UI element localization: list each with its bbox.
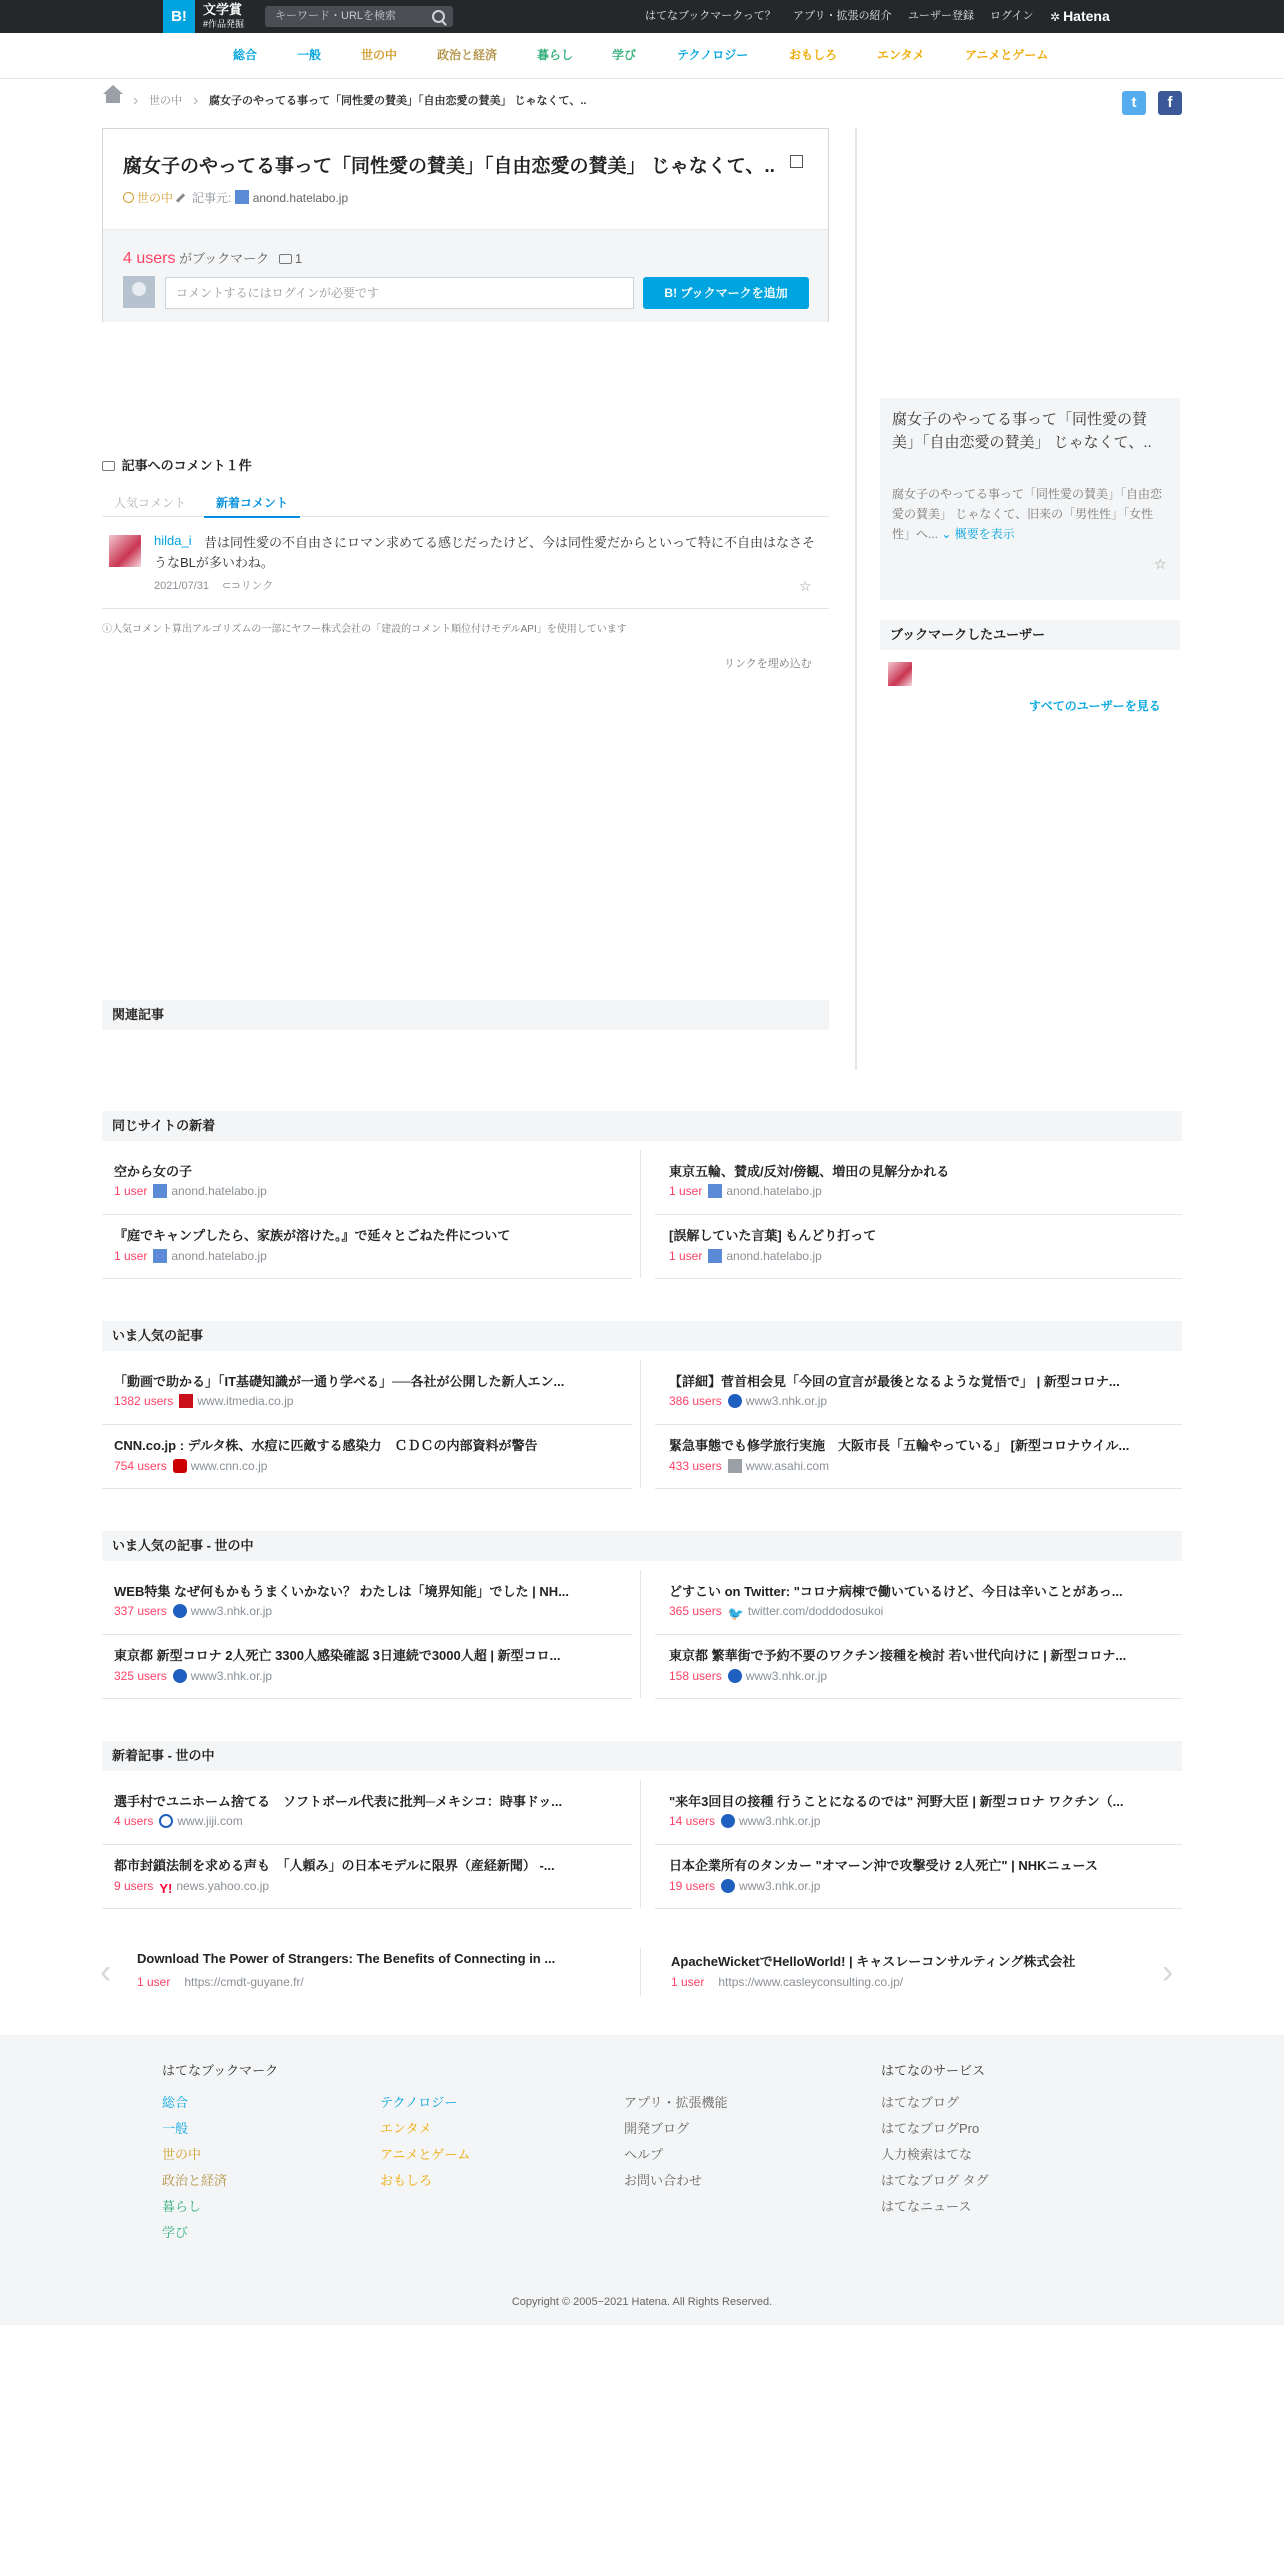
carousel-meta [137, 1975, 304, 1989]
chevron-down-icon: ⌄ [941, 527, 952, 541]
article-title[interactable]: WEB特集 なぜ何もかもうまくいかない？ わたしは「境界知能」でした | NH... [114, 1584, 570, 1599]
nhk-favicon-icon [721, 1879, 735, 1893]
article-domain[interactable]: www3.nhk.or.jp [745, 1394, 828, 1408]
tab-new-comments[interactable]: 新着コメント [204, 490, 300, 518]
article-domain[interactable]: www3.nhk.or.jp [190, 1604, 273, 1618]
section-heading: いま人気の記事 [102, 1321, 1182, 1351]
twitter-share-icon[interactable]: t [1122, 91, 1146, 115]
carousel-next-icon[interactable]: › [1162, 1953, 1174, 1991]
divider [102, 1424, 632, 1425]
grid-divider [640, 1360, 641, 1488]
article-domain[interactable]: www3.nhk.or.jp [739, 1814, 821, 1828]
footer-heading-bookmark: はてなブックマーク [162, 2063, 279, 2078]
cat-general[interactable]: 一般 [297, 48, 322, 62]
carousel-title[interactable]: ApacheWicketでHelloWorld! | キャスレーコンサルティング株式会社 [671, 1954, 1076, 1969]
article-meta [114, 1879, 269, 1895]
asahi-favicon-icon [728, 1459, 742, 1473]
section-heading: 同じサイトの新着 [102, 1111, 1182, 1141]
article-meta [114, 1394, 293, 1408]
grid-divider [640, 1150, 641, 1278]
article-users[interactable]: 433 users [669, 1459, 722, 1473]
search-placeholder: キーワード・URLを検索 [275, 10, 397, 22]
summary-title: 腐女子のやってる事って「同性愛の賛美」「自由恋愛の賛美」 じゃなくて、.. [892, 411, 1152, 451]
article-title[interactable]: 【詳細】菅首相会見「今回の宣言が最後となるような覚悟で」 | 新型コロナ... [669, 1374, 1120, 1389]
article-users[interactable]: 386 users [669, 1394, 722, 1408]
article-users[interactable]: 754 users [114, 1459, 167, 1473]
article-domain[interactable]: anond.hatelabo.jp [171, 1249, 267, 1263]
facebook-share-icon[interactable]: f [1158, 91, 1182, 115]
home-icon[interactable] [106, 93, 120, 103]
grid-divider [640, 1570, 641, 1698]
article-meta [669, 1184, 822, 1198]
cat-social[interactable]: 世の中 [361, 48, 398, 62]
summary-card [880, 398, 1180, 600]
footer-link[interactable]: はてなブログ [881, 2095, 960, 2110]
jiji-favicon-icon [159, 1814, 173, 1828]
article-domain[interactable]: www3.nhk.or.jp [739, 1879, 821, 1893]
nhk-favicon-icon [173, 1669, 187, 1683]
footer-link[interactable]: 開発ブログ [624, 2121, 690, 2136]
copyright: Copyright © 2005−2021 Hatena. All Rights Reserved. [511, 2296, 773, 2308]
cat-knowledge[interactable]: 学び [612, 48, 637, 62]
footer-link[interactable]: ヘルプ [624, 2147, 664, 2162]
article-meta [669, 1669, 827, 1683]
article-title[interactable]: 選手村でユニホーム捨てる ソフトボール代表に批判─メキシコ：時事ドッ... [114, 1794, 563, 1809]
footer-link[interactable]: アニメとゲーム [380, 2147, 471, 2162]
edit-pencil-icon[interactable] [176, 193, 185, 202]
hatena-gear-icon: ✲ [1050, 10, 1061, 24]
article-meta [114, 1814, 243, 1828]
article-users[interactable]: 325 users [114, 1669, 167, 1683]
article-meta [114, 1604, 272, 1618]
hatena-bookmark-logo[interactable]: B! [163, 0, 195, 33]
site-favicon-icon [153, 1184, 167, 1198]
column-divider [855, 128, 857, 1070]
category-nav [0, 33, 1284, 79]
avatar [123, 276, 155, 308]
article-title[interactable]: どすこい on Twitter: "コロナ病棟で働いているけど、今日は辛いことがあっ... [669, 1584, 1123, 1599]
itmedia-favicon-icon [179, 1394, 193, 1408]
article-meta [114, 1184, 267, 1198]
globe-icon [123, 192, 134, 203]
entry-domain[interactable]: anond.hatelabo.jp [252, 191, 349, 205]
article-users[interactable]: 1382 users [114, 1394, 174, 1408]
footer-link[interactable]: 政治と経済 [162, 2173, 228, 2188]
carousel-domain[interactable]: https://www.casleyconsulting.co.jp/ [718, 1975, 904, 1989]
article-title[interactable]: 緊急事態でも修学旅行実施 大阪市長「五輪やっている」 [新型コロナウイル... [669, 1438, 1130, 1453]
article-domain[interactable]: twitter.com/doddodosukoi [747, 1604, 884, 1618]
cat-fun[interactable]: おもしろ [789, 48, 838, 62]
hatena-brand-label: Hatena [1063, 8, 1110, 24]
article-domain[interactable]: anond.hatelabo.jp [726, 1249, 822, 1263]
article-meta [114, 1249, 267, 1263]
chevron-right-icon: › [193, 92, 199, 109]
carousel-title[interactable]: Download The Power of Strangers: The Benefits of Connecting in ... [137, 1951, 556, 1966]
article-domain[interactable]: news.yahoo.co.jp [176, 1879, 270, 1893]
divider [102, 1698, 632, 1699]
footer-link[interactable]: テクノロジー [380, 2095, 458, 2110]
carousel-users[interactable]: 1 user [671, 1975, 705, 1989]
divider [102, 1634, 632, 1635]
divider [655, 1698, 1182, 1699]
divider [655, 1424, 1182, 1425]
breadcrumb-category[interactable]: 世の中 [149, 95, 182, 107]
comment-date[interactable]: 2021/07/31 [154, 580, 210, 592]
tab-popular-comments[interactable]: 人気コメント [114, 496, 187, 510]
register-link[interactable]: ユーザー登録 [908, 10, 974, 22]
breadcrumb-current: 腐女子のやってる事って「同性愛の賛美」「自由恋愛の賛美」 じゃなくて、.. [209, 95, 587, 107]
footer-link[interactable]: 学び [162, 2225, 189, 2240]
users-count-line [123, 248, 302, 268]
chevron-right-icon: › [133, 92, 139, 109]
award-subtitle: #作品発掘 [203, 19, 245, 29]
divider [655, 1844, 1182, 1845]
article-users[interactable]: 4 users [114, 1814, 154, 1828]
footer-link[interactable]: 暮らし [162, 2199, 202, 2214]
award-title: 文学賞 [203, 2, 243, 17]
carousel-meta [671, 1975, 903, 1989]
article-meta [669, 1879, 820, 1893]
divider [655, 1214, 1182, 1215]
add-bookmark-button[interactable]: B! ブックマークを追加 [643, 277, 809, 309]
entry-category[interactable]: 世の中 [137, 191, 174, 205]
footer-link[interactable]: エンタメ [380, 2121, 432, 2136]
hatena-brand[interactable] [1050, 0, 1110, 34]
footer-link[interactable]: 総合 [162, 2095, 189, 2110]
article-title[interactable]: 東京五輪、賛成/反対/傍観、増田の見解分かれる [669, 1164, 950, 1179]
divider [102, 1908, 632, 1909]
cat-entertainment[interactable]: エンタメ [877, 48, 925, 62]
article-title[interactable]: 東京都 繁華街で予約不要のワクチン接種を検討 若い世代向けに | 新型コロナ... [669, 1648, 1127, 1663]
cat-game[interactable]: アニメとゲーム [965, 48, 1049, 62]
see-all-users-link[interactable]: すべてのユーザーを見る [1029, 699, 1161, 713]
comment-meta [154, 577, 273, 593]
related-heading: 関連記事 [102, 1000, 829, 1030]
article-title[interactable]: [誤解していた言葉] もんどり打って [669, 1228, 877, 1243]
footer-link[interactable]: はてなブログPro [881, 2121, 980, 2136]
site-favicon-icon [708, 1249, 722, 1263]
award-banner[interactable] [203, 3, 244, 31]
article-title[interactable]: "来年3回目の接種 行うことになるのでは" 河野大臣 | 新型コロナ ワクチン（... [669, 1794, 1124, 1809]
divider [102, 608, 829, 609]
footer-link[interactable]: 一般 [162, 2121, 189, 2136]
comments-heading [102, 455, 252, 474]
search-icon[interactable] [432, 10, 445, 23]
divider [655, 1488, 1182, 1489]
source-label: 記事元: [192, 191, 232, 205]
article-title[interactable]: 「動画で助かる」「IT基礎知識が一通り学べる」──各社が公開した新人エン... [114, 1374, 565, 1389]
divider [655, 1278, 1182, 1279]
comment-user[interactable]: hilda_i [154, 533, 192, 548]
article-users[interactable]: 158 users [669, 1669, 722, 1683]
cat-it[interactable]: テクノロジー [677, 48, 749, 62]
divider [102, 1214, 632, 1215]
entry-title[interactable]: 腐女子のやってる事って「同性愛の賛美」「自由恋愛の賛美」 じゃなくて、.. [123, 156, 775, 177]
summary-more[interactable] [941, 527, 1014, 541]
summary-text: 腐女子のやってる事って「同性愛の賛美」「自由恋愛の賛美」 じゃなくて、旧来の「男性性」「女性性」へ... [892, 487, 1163, 541]
avatar[interactable] [109, 535, 141, 567]
summary-more-label: 概要を表示 [954, 527, 1015, 541]
article-users[interactable]: 9 users [114, 1879, 154, 1893]
entry-meta [123, 189, 348, 206]
article-meta [669, 1814, 820, 1828]
add-star-icon[interactable]: ☆ [1154, 556, 1167, 572]
article-users[interactable]: 1 user [669, 1249, 703, 1263]
nhk-favicon-icon [721, 1814, 735, 1828]
comment-input[interactable]: コメントするにはログインが必要です [165, 277, 634, 309]
article-title[interactable]: CNN.co.jp : デルタ株、水痘に匹敵する感染力 ＣＤＣの内部資料が警告 [114, 1438, 538, 1453]
grid-divider [640, 1780, 641, 1908]
comment-count[interactable]: 1 [294, 251, 303, 266]
users-suffix: がブックマーク [179, 251, 270, 266]
footer-link[interactable]: 人力検索はてな [881, 2147, 973, 2162]
bookmark-users-heading: ブックマークしたユーザー [880, 620, 1180, 650]
carousel-prev-icon[interactable]: ‹ [100, 1953, 112, 1991]
article-users[interactable]: 1 user [114, 1184, 148, 1198]
site-favicon-icon [153, 1249, 167, 1263]
article-domain[interactable]: www.cnn.co.jp [190, 1459, 268, 1473]
cat-economics[interactable]: 政治と経済 [437, 48, 498, 62]
divider [655, 1634, 1182, 1635]
article-meta [669, 1249, 822, 1263]
article-meta [114, 1669, 272, 1683]
add-star-icon[interactable]: ☆ [799, 578, 812, 594]
article-meta [669, 1394, 827, 1408]
grid-divider [640, 1948, 641, 1996]
carousel-users[interactable]: 1 user [137, 1975, 171, 1989]
article-title[interactable]: 都市封鎖法制を求める声も 「人頼み」の日本モデルに限界（産経新聞） -... [114, 1858, 555, 1873]
bookmark-panel [103, 229, 828, 322]
footer-link[interactable]: はてなニュース [881, 2199, 972, 2214]
nhk-favicon-icon [728, 1669, 742, 1683]
article-users[interactable]: 14 users [669, 1814, 716, 1828]
article-users[interactable]: 1 user [114, 1249, 148, 1263]
avatar[interactable] [888, 662, 912, 686]
article-users[interactable]: 19 users [669, 1879, 716, 1893]
divider [655, 1908, 1182, 1909]
footer-heading-services: はてなのサービス [881, 2063, 986, 2078]
site-favicon-icon [708, 1184, 722, 1198]
article-users[interactable]: 337 users [114, 1604, 167, 1618]
article-domain[interactable]: www3.nhk.or.jp [190, 1669, 273, 1683]
comment-link[interactable]: リンク [240, 580, 274, 592]
site-favicon-icon [235, 190, 249, 204]
article-domain[interactable]: www3.nhk.or.jp [745, 1669, 828, 1683]
article-title[interactable]: 『庭でキャンプしたら、家族が溶けた。』で延々とごねた件について [114, 1228, 511, 1243]
footer-link[interactable]: お問い合わせ [624, 2173, 703, 2188]
external-link-icon[interactable] [790, 155, 803, 168]
article-domain[interactable]: www.itmedia.co.jp [197, 1394, 294, 1408]
comments-heading-label: 記事へのコメント１件 [121, 458, 252, 473]
article-meta [669, 1459, 829, 1473]
carousel-domain[interactable]: https://cmdt-guyane.fr/ [184, 1975, 304, 1989]
nhk-favicon-icon [728, 1394, 742, 1408]
article-domain[interactable]: www.asahi.com [745, 1459, 830, 1473]
article-domain[interactable]: anond.hatelabo.jp [171, 1184, 267, 1198]
footer-link[interactable]: はてなブログ タグ [881, 2173, 989, 2188]
footer [0, 2035, 1284, 2325]
nhk-favicon-icon [173, 1604, 187, 1618]
article-title[interactable]: 東京都 新型コロナ 2人死亡 3300人感染確認 3日連続で3000人超 | 新型コロ... [114, 1648, 561, 1663]
embed-link[interactable]: リンクを埋め込む [724, 658, 812, 670]
footer-link[interactable]: 世の中 [162, 2147, 202, 2162]
comment-icon [279, 254, 292, 264]
footer-link[interactable]: おもしろ [380, 2173, 433, 2188]
cat-life[interactable]: 暮らし [537, 48, 574, 62]
article-title[interactable]: 日本企業所有のタンカー "オマーン沖で攻撃受け 2人死亡" | NHKニュース [669, 1858, 1098, 1873]
entry-card [102, 128, 829, 322]
divider [102, 1278, 632, 1279]
article-users[interactable]: 1 user [669, 1184, 703, 1198]
article-meta [114, 1459, 267, 1473]
comment-icon [102, 461, 115, 471]
cnn-favicon-icon [173, 1459, 187, 1473]
comment-text: 昔は同性愛の不自由さにロマン求めてる感じだったけど、今は同性愛だからといって特に不自由はなさそうなBLが多いわね。 [154, 535, 816, 570]
twitter-bird-icon: 🐦 [727, 1606, 744, 1621]
summary-desc [892, 484, 1168, 544]
article-meta [669, 1604, 883, 1620]
cat-all[interactable]: 総合 [233, 48, 258, 62]
divider [102, 1844, 632, 1845]
algorithm-note: ⓘ人気コメント算出アルゴリズムの一部にヤフー株式会社の「建設的コメント順位付けモデルAPI」を使用しています [102, 624, 627, 635]
search-input[interactable] [265, 6, 453, 27]
footer-link[interactable]: アプリ・拡張機能 [624, 2095, 728, 2110]
link-icon: ⊂⊃ [222, 580, 241, 592]
apps-link[interactable]: アプリ・拡張の紹介 [793, 10, 892, 22]
yahoo-favicon-icon: Y! [159, 1881, 173, 1896]
about-link[interactable]: はてなブックマークって？ [645, 10, 776, 22]
article-domain[interactable]: www.jiji.com [177, 1814, 243, 1828]
login-link[interactable]: ログイン [990, 10, 1034, 22]
article-domain[interactable]: anond.hatelabo.jp [726, 1184, 822, 1198]
global-header [0, 0, 1284, 33]
users-count[interactable]: 4 users [123, 250, 176, 267]
section-heading: 新着記事 - 世の中 [102, 1741, 1182, 1771]
article-users[interactable]: 365 users [669, 1604, 722, 1618]
article-title[interactable]: 空から女の子 [114, 1164, 193, 1179]
divider [102, 1488, 632, 1489]
section-heading: いま人気の記事 - 世の中 [102, 1531, 1182, 1561]
